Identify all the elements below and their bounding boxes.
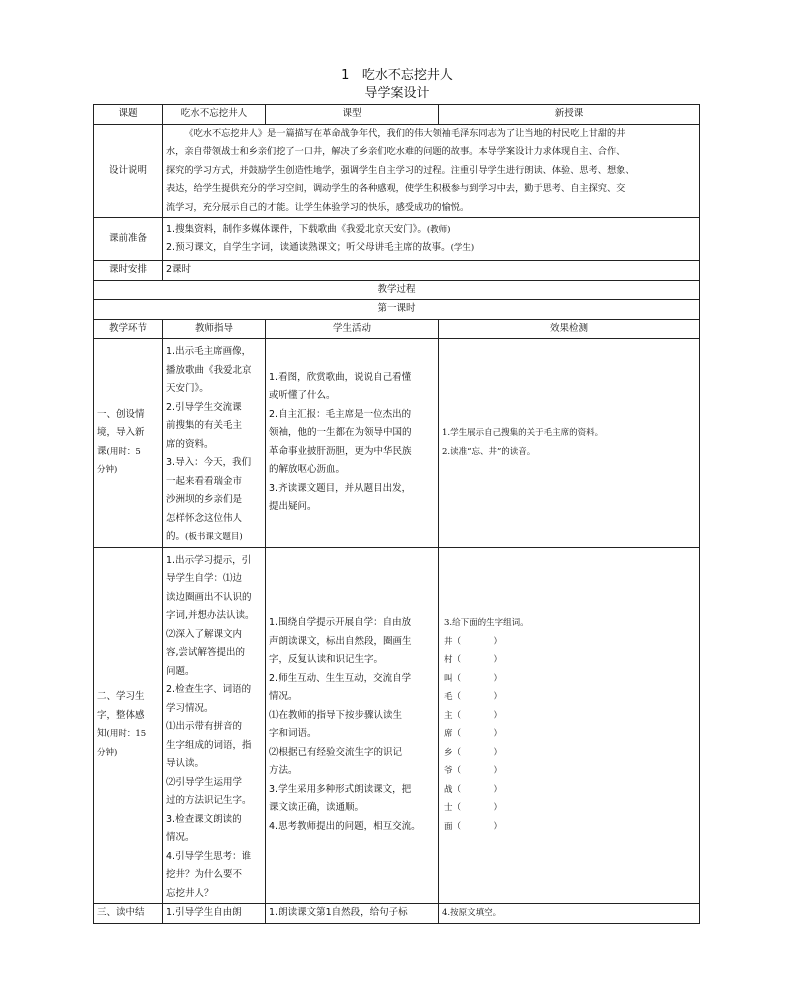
- check-line: 1.学生展示自己搜集的关于毛主席的资料。: [442, 428, 604, 439]
- student-line: 1.围绕自学提示开展自学：自由放: [269, 617, 412, 629]
- design-text: [163, 124, 700, 218]
- stage-line: 境，导入新: [97, 427, 145, 439]
- fill-blank-item: 毛（ ）: [444, 692, 502, 703]
- teacher-line: ⑵引导学生运用学: [166, 776, 243, 788]
- teacher-line: 天安门》。: [166, 383, 209, 394]
- student-cell: [266, 547, 439, 904]
- type-label: 课型: [266, 105, 439, 125]
- blank-char: 乡: [444, 747, 453, 758]
- check-title: 3.给下面的生字组词。: [444, 618, 529, 629]
- teacher-line: 3.导入：今天，我们: [166, 457, 252, 468]
- check-cell: 4.按原文填空。: [439, 904, 700, 924]
- blank-char: 村: [444, 655, 453, 666]
- teacher-line: 1.出示学习提示，引: [166, 554, 252, 566]
- stage-line-text: 课: [97, 445, 107, 457]
- lesson-number: 1: [341, 68, 350, 83]
- lesson-heading: [0, 68, 794, 84]
- student-line: 4.思考教师提出的问题，相互交流。: [269, 820, 421, 832]
- stage-line: 字，整体感: [97, 709, 145, 721]
- student-cell: 1.朗读课文第1自然段，给句子标: [266, 904, 439, 924]
- teacher-line: 忘挖井人？: [166, 887, 214, 899]
- schedule-row: [94, 261, 700, 281]
- teacher-line: 4.引导学生思考：谁: [166, 850, 252, 862]
- teacher-line: 3.检查课文朗读的: [166, 813, 242, 825]
- check-cell: [439, 547, 700, 904]
- column-header-row: [94, 319, 700, 339]
- fill-blank-item: 叫（ ）: [444, 673, 502, 684]
- design-line: 水，亲自带领战士和乡亲们挖了一口井，解决了乡亲们吃水难的问题的故事。本导学案设计力求体现自主、合作、: [166, 146, 626, 157]
- blank-char: 主: [444, 710, 453, 721]
- prep-line-1-note: (教师): [426, 224, 451, 235]
- process-title-row: [94, 280, 700, 300]
- blank-char: 爷: [444, 766, 453, 777]
- teacher-line: 学习情况。: [166, 702, 214, 714]
- student-line: 1.看图，欣赏歌曲，说说自己看懂: [269, 371, 412, 383]
- schedule-label: 课时安排: [94, 261, 163, 281]
- student-line: 领袖，他的一生都在为领导中国的: [269, 427, 412, 439]
- student-line: 的解放呕心沥血。: [269, 464, 346, 476]
- blank-char: 席: [444, 729, 453, 740]
- design-line: 表达，给学生提供充分的学习空间，调动学生的各种感观，使学生积极参与到学习中去，勤于思考、自主探究、交: [166, 183, 626, 194]
- teacher-line: 挖井？为什么要不: [166, 869, 243, 880]
- stage-cell: [94, 547, 163, 904]
- col-teacher: 教师指导: [163, 319, 266, 339]
- teacher-line: ⑵深入了解课文内: [166, 628, 243, 640]
- teacher-line: 情况。: [166, 832, 195, 843]
- student-line: 革命事业披肝沥胆，更为中华民族: [269, 445, 412, 457]
- teacher-line: 沙洲坝的乡亲们是: [166, 494, 243, 505]
- prep-line-2-note: (学生): [450, 243, 475, 253]
- student-line: 声朗读课文，标出自然段，圈画生: [269, 635, 412, 647]
- student-line: 方法。: [269, 765, 298, 777]
- design-line: 流学习，充分展示自己的才能。让学生体验学习的快乐，感受成功的愉悦。: [166, 201, 470, 213]
- check-line: 2.读准“忘、井”的读音。: [442, 446, 536, 457]
- col-student: 学生活动: [266, 319, 439, 339]
- process-title: 教学过程: [94, 280, 700, 300]
- blank-char: 士: [444, 803, 453, 814]
- teacher-line: 怎样怀念这位伟人: [166, 512, 243, 524]
- prep-line-1: [166, 221, 696, 240]
- teacher-line: 容,尝试解答提出的: [166, 647, 246, 658]
- topic-value: 吃水不忘挖井人: [163, 105, 266, 125]
- lesson-title: 吃水不忘挖井人: [361, 68, 453, 83]
- student-line: ⑵根据已有经验交流生字的识记: [269, 746, 403, 758]
- blank-char: 叫: [444, 673, 453, 684]
- design-line: 《吃水不忘挖井人》是一篇描写在革命战争年代，我们的伟大领袖毛泽东同志为了让当地的村民吃上甘甜的井: [184, 127, 626, 139]
- teacher-line: 2.引导学生交流课: [166, 401, 242, 413]
- prep-row: [94, 218, 700, 261]
- lesson-plan-table: [93, 104, 700, 924]
- blank-char: 井: [444, 636, 453, 647]
- student-line: ⑴在教师的指导下按步骤认读生: [269, 709, 403, 721]
- stage-line: [97, 725, 159, 744]
- fill-blank-item: 面（ ）: [444, 821, 502, 832]
- blank-char: 战: [444, 784, 453, 795]
- topic-label: 课题: [94, 105, 163, 125]
- teacher-line: 导认读。: [166, 758, 205, 769]
- stage-line: 二、学习生: [97, 691, 145, 703]
- prep-line-1-text: 1.搜集资料，制作多媒体课件，下载歌曲《我爱北京天安门》。: [166, 223, 427, 235]
- student-line: 2.师生互动、生生互动，交流自学: [269, 672, 412, 684]
- teacher-line: 问题。: [166, 665, 195, 677]
- col-check: 效果检测: [439, 319, 700, 339]
- stage-cell: 三、读中结: [94, 904, 163, 924]
- prep-text: [163, 218, 700, 261]
- student-line: 字，反复认读和识记生字。: [269, 654, 384, 666]
- student-line: 2.自主汇报：毛主席是一位杰出的: [269, 408, 412, 420]
- section-row: [94, 339, 700, 548]
- design-label: 设计说明: [94, 124, 163, 218]
- fill-blank-item: 士（ ）: [444, 803, 502, 814]
- blank-char: 面: [444, 821, 453, 832]
- student-line: 3.学生采用多种形式朗读课文，把: [269, 783, 412, 795]
- teacher-line: 字词,并想办法认读。: [166, 610, 255, 621]
- prep-line-2: [166, 239, 696, 258]
- teacher-line: 播放歌曲《我爱北京: [166, 364, 252, 376]
- stage-time-note: (用时：15: [106, 729, 147, 740]
- stage-line: [97, 443, 159, 462]
- first-period-row: [94, 300, 700, 320]
- fill-blank-item: 战（ ）: [444, 784, 502, 795]
- col-stage: 教学环节: [94, 319, 163, 339]
- teacher-line: 生字组成的词语，指: [166, 739, 252, 751]
- student-cell: [266, 339, 439, 548]
- fill-blank-item: 乡（ ）: [444, 747, 502, 758]
- teacher-line: 读边圈画出不认识的: [166, 591, 252, 603]
- fill-blank-item: 井（ ）: [444, 636, 502, 647]
- design-line: 探究的学习方式，并鼓励学生创造性地学，强调学生自主学习的过程。注重引导学生进行朗读、体验、思考、想象、: [166, 164, 635, 176]
- teacher-cell: 1.引导学生自由朗: [163, 904, 266, 924]
- meta-row: [94, 105, 700, 125]
- fill-blank-item: 村（ ）: [444, 655, 502, 666]
- prep-label: 课前准备: [94, 218, 163, 261]
- check-cell: [439, 339, 700, 548]
- student-line: 课文读正确，读通顺。: [269, 802, 365, 814]
- stage-time-note: (用时：5: [106, 446, 141, 457]
- blank-char: 毛: [444, 692, 453, 703]
- prep-line-2-text: 2.预习课文，自学生字词，读通读熟课文；听父母讲毛主席的故事。: [166, 242, 451, 253]
- teacher-line: 一起来看看瑞金市: [166, 475, 243, 487]
- type-value: 新授课: [439, 105, 700, 125]
- student-line: 提出疑问。: [269, 501, 317, 513]
- teacher-cell: [163, 547, 266, 904]
- student-line: 3.齐读课文题目，并从题目出发，: [269, 482, 412, 494]
- student-line: 情况。: [269, 691, 298, 703]
- teacher-line: 2.检查生字、词语的: [166, 684, 252, 695]
- stage-line-text: 知: [97, 728, 107, 740]
- section-row: [94, 904, 700, 924]
- fill-blank-item: 主（ ）: [444, 710, 502, 721]
- teacher-line: 席的资料。: [166, 438, 214, 450]
- section-row: [94, 547, 700, 904]
- fill-blank-item: 席（ ）: [444, 729, 502, 740]
- stage-time-note: 分钟): [97, 465, 118, 476]
- teacher-line: 1.出示毛主席画像，: [166, 346, 252, 357]
- first-period-title: 第一课时: [94, 300, 700, 320]
- stage-line: 一、创设情: [97, 408, 145, 420]
- teacher-line: 导学生自学：⑴边: [166, 573, 243, 584]
- teacher-cell: [163, 339, 266, 548]
- fill-blank-item: 爷（ ）: [444, 766, 502, 777]
- teacher-line: ⑴出示带有拼音的: [166, 721, 243, 732]
- teacher-note: (板书课文题目): [185, 532, 243, 542]
- design-row: [94, 124, 700, 218]
- student-line: 字和词语。: [269, 728, 317, 740]
- stage-cell: [94, 339, 163, 548]
- teacher-line: [166, 528, 262, 547]
- stage-time-note: 分钟): [97, 747, 118, 758]
- teacher-line-text: 的。: [166, 531, 186, 542]
- teacher-line: 过的方法识记生字。: [166, 795, 252, 806]
- teacher-line: 前搜集的有关毛主: [166, 420, 243, 431]
- schedule-value: 2课时: [163, 261, 700, 281]
- doc-title: 导学案设计: [364, 86, 430, 101]
- student-line: 或听懂了什么。: [269, 390, 336, 402]
